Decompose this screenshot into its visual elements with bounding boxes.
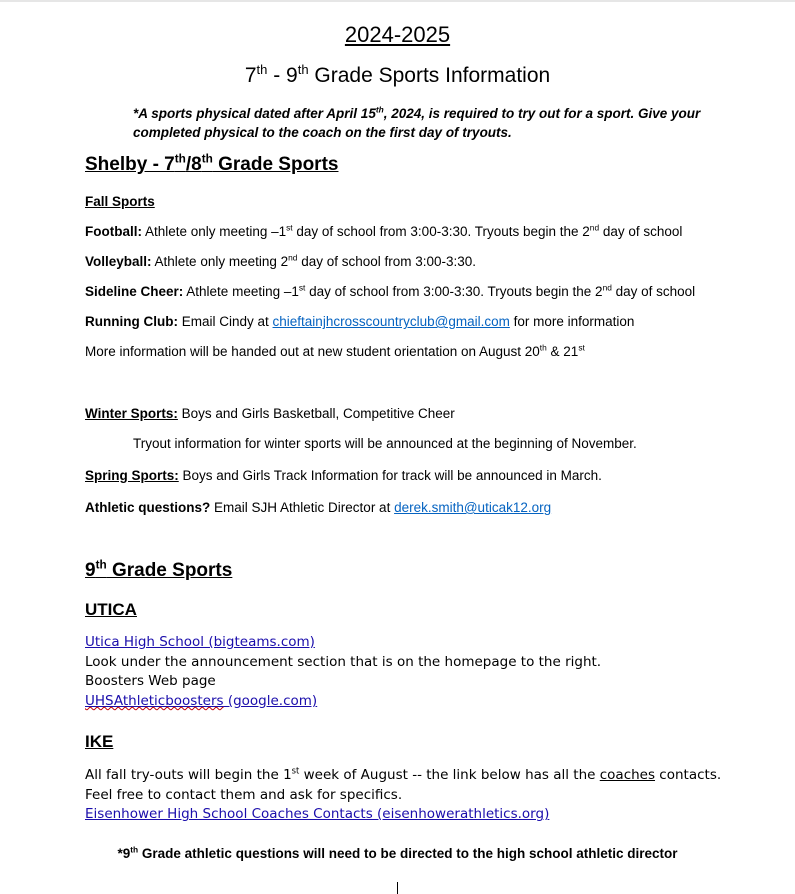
eisenhower-link-row xyxy=(85,806,549,822)
football-line: Football: Athlete only meeting –1st day of school from 3:00-3:30. Tryouts begin the 2nd day of school xyxy=(85,222,683,239)
athletic-director-email-link[interactable]: derek.smith@uticak12.org xyxy=(394,500,552,515)
utica-heading: UTICA xyxy=(85,600,137,619)
sideline-cheer-line: Sideline Cheer: Athlete meeting –1st day of school from 3:00-3:30. Tryouts begin the 2nd day of school xyxy=(85,282,696,299)
running-club-email-link[interactable]: chieftainjhcrosscountryclub@gmail.com xyxy=(272,314,510,329)
text-cursor xyxy=(397,882,398,894)
athletic-questions-line: Athletic questions? Email SJH Athletic Director at derek.smith@uticak12.org xyxy=(85,500,552,515)
ike-heading: IKE xyxy=(85,732,114,751)
winter-sports-line: Winter Sports: Boys and Girls Basketball, Competitive Cheer xyxy=(85,406,455,421)
school-year-title: 2024-2025 xyxy=(344,22,451,47)
ninth-grade-footer-note: *9th Grade athletic questions will need to be directed to the high school athletic director xyxy=(117,844,678,861)
boosters-link[interactable]: UHSAthleticboosters (google.com) xyxy=(85,693,318,709)
boosters-link-row xyxy=(85,693,317,709)
physical-requirement-note: *A sports physical dated after April 15th, 2024, is required to try out for a sport. Give your completed physical to the coach on the first day of tryouts. xyxy=(133,104,701,140)
running-club-line: Running Club: Email Cindy at chieftainjhcrosscountryclub@gmail.com for more information xyxy=(85,314,635,329)
fall-sports-heading: Fall Sports xyxy=(85,194,155,209)
winter-tryout-line: Tryout information for winter sports will be announced at the beginning of November. xyxy=(133,436,637,451)
utica-announcement-line: Look under the announcement section that is on the homepage to the right. xyxy=(85,654,602,670)
orientation-line: More information will be handed out at new student orientation on August 20th & 21st xyxy=(85,342,585,359)
volleyball-line: Volleyball: Athlete only meeting 2nd day of school from 3:00-3:30. xyxy=(85,252,477,269)
page-top-border xyxy=(0,0,795,2)
ninth-grade-heading: 9th Grade Sports xyxy=(85,558,233,581)
page-title: 7th - 9th Grade Sports Information xyxy=(244,62,551,87)
ike-contact-line: Feel free to contact them and ask for specifics. xyxy=(85,787,403,803)
utica-high-school-link-row xyxy=(85,634,315,650)
eisenhower-coaches-link[interactable]: Eisenhower High School Coaches Contacts (eisenhowerathletics.org) xyxy=(85,806,550,822)
boosters-label: Boosters Web page xyxy=(85,673,216,689)
shelby-heading: Shelby - 7th/8th Grade Sports xyxy=(85,152,339,175)
spring-sports-line: Spring Sports: Boys and Girls Track Information for track will be announced in March. xyxy=(85,468,602,483)
utica-high-school-link[interactable]: Utica High School (bigteams.com) xyxy=(85,634,315,650)
ike-tryouts-line: All fall try-outs will begin the 1st week of August -- the link below has all the coaches contacts. xyxy=(85,765,722,783)
